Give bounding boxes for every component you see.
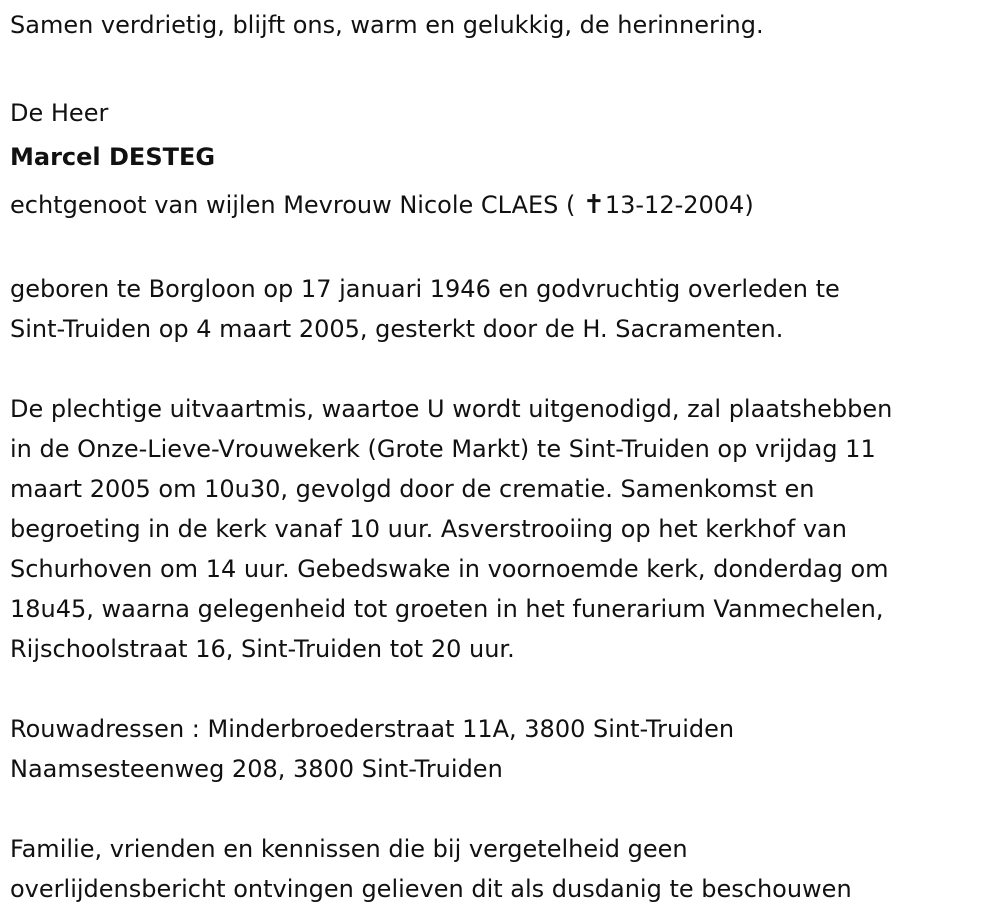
birth-death-paragraph (10, 269, 1000, 349)
paragraph-line: geboren te Borgloon op 17 januari 1946 en godvruchtig overleden te (10, 275, 840, 303)
spacer (10, 349, 1000, 389)
funeral-paragraph (10, 389, 1000, 669)
address-line: Rouwadressen : Minderbroederstraat 11A, 3800 Sint-Truiden (10, 715, 735, 743)
closing-paragraph (10, 829, 1000, 909)
spouse-text: echtgenoot van wijlen Mevrouw Nicole CLAES ( (10, 191, 584, 219)
paragraph-line: in de Onze-Lieve-Vrouwekerk (Grote Markt) te Sint-Truiden op vrijdag 11 (10, 435, 876, 463)
spacer (10, 229, 1000, 269)
paragraph-line: maart 2005 om 10u30, gevolgd door de crematie. Samenkomst en (10, 475, 815, 503)
spacer (10, 789, 1000, 829)
spacer (10, 45, 1000, 85)
paragraph-line: Sint-Truiden op 4 maart 2005, gesterkt door de H. Sacramenten. (10, 315, 784, 343)
spouse-date: 13-12-2004) (604, 191, 754, 219)
paragraph-line: 18u45, waarna gelegenheid tot groeten in het funerarium Vanmechelen, (10, 595, 884, 623)
paragraph-line: Schurhoven om 14 uur. Gebedswake in voornoemde kerk, donderdag om (10, 555, 889, 583)
spacer (10, 669, 1000, 709)
paragraph-line: De plechtige uitvaartmis, waartoe U wordt uitgenodigd, zal plaatshebben (10, 395, 893, 423)
paragraph-line: begroeting in de kerk vanaf 10 uur. Asverstrooiing op het kerkhof van (10, 515, 847, 543)
cross-icon: ✝ (583, 190, 605, 220)
address-line: Naamsesteenweg 208, 3800 Sint-Truiden (10, 755, 503, 783)
deceased-name: Marcel DESTEG (10, 143, 216, 171)
spouse-line (10, 181, 1000, 229)
addresses-paragraph (10, 709, 1000, 789)
honorific: De Heer (10, 99, 109, 127)
paragraph-line: Rijschoolstraat 16, Sint-Truiden tot 20 uur. (10, 635, 515, 663)
paragraph-line: overlijdensbericht ontvingen gelieven dit als dusdanig te beschouwen (10, 875, 852, 903)
opening-line: Samen verdrietig, blijft ons, warm en gelukkig, de herinnering. (10, 11, 764, 39)
paragraph-line: Familie, vrienden en kennissen die bij vergetelheid geen (10, 835, 688, 863)
